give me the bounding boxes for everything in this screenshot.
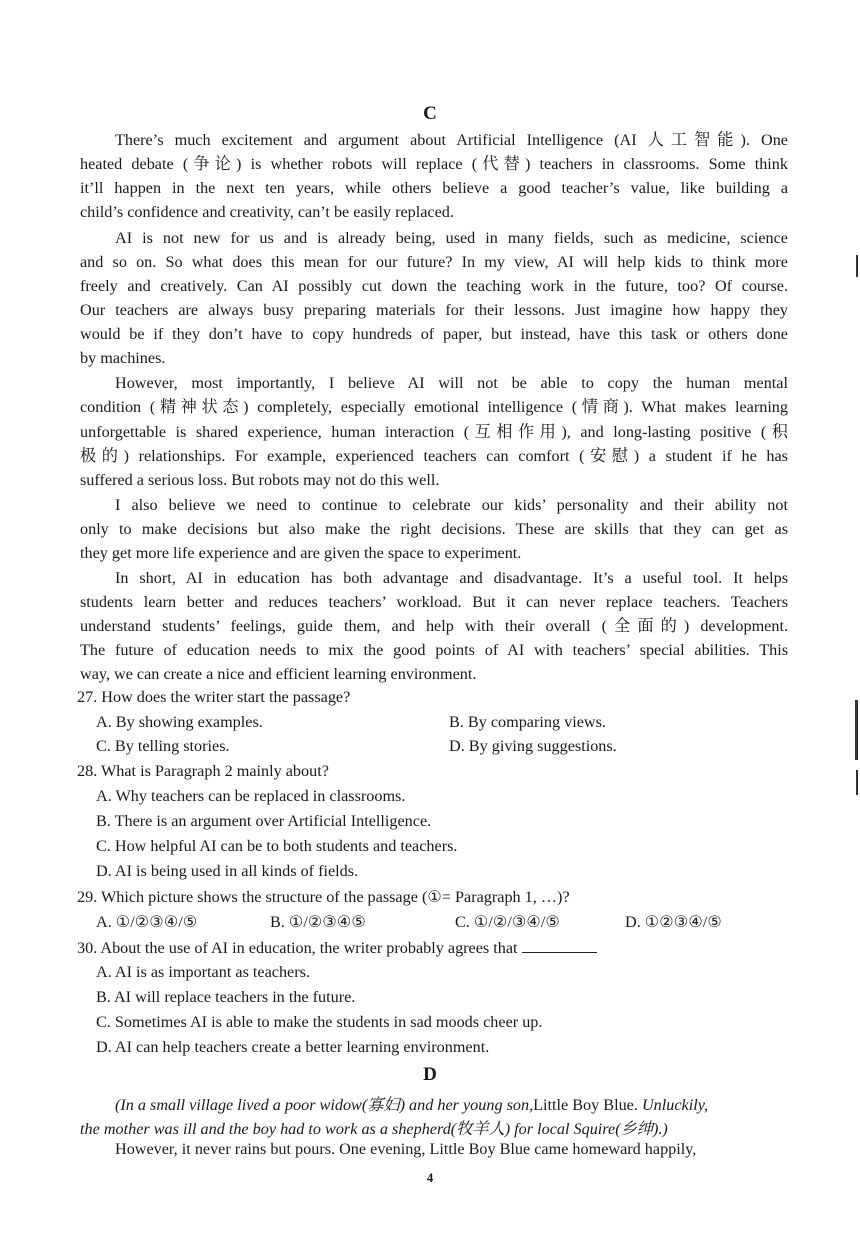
question-29-option-b[interactable]: B. ①/②③④⑤	[270, 913, 366, 931]
passage-d-line: the mother was ill and the boy had to work as a shepherd(牧羊人) for local Squire(乡绅).)	[80, 1120, 668, 1138]
passage-d-intro: (In a small village lived a poor widow(寡妇) and her young son,	[115, 1096, 534, 1114]
question-30-option-c[interactable]: C. Sometimes AI is able to make the students in sad moods cheer up.	[96, 1013, 543, 1031]
question-30-option-d[interactable]: D. AI can help teachers create a better learning environment.	[96, 1038, 490, 1056]
question-27-option-c[interactable]: C. By telling stories.	[96, 737, 230, 755]
passage-c-line: The future of education needs to mix the good points of AI with teachers’ special abilities. This	[80, 641, 788, 659]
passage-c-line: it’ll happen in the next ten years, while others believe a good teacher’s value, like building a	[80, 179, 788, 197]
scan-edge-mark	[856, 255, 858, 277]
question-29-option-d[interactable]: D. ①②③④/⑤	[625, 913, 722, 931]
passage-c-line: child’s confidence and creativity, can’t be easily replaced.	[80, 203, 454, 221]
section-d-title: D	[423, 1064, 437, 1085]
passage-c-line: condition (精神状态) completely, especially emotional intelligence (情商). What makes learning	[80, 398, 788, 416]
passage-c-line: 极的) relationships. For example, experienced teachers can comfort (安慰) a student if he has	[80, 447, 788, 465]
passage-d-character-name: Little Boy Blue.	[533, 1096, 638, 1114]
passage-c-line: and so on. So what does this mean for our future? In my view, AI will help kids to think more	[80, 253, 788, 271]
passage-c-line: freely and creatively. Can AI possibly cut down the teaching work in the future, too? Of course.	[80, 277, 788, 295]
question-28-option-d[interactable]: D. AI is being used in all kinds of fields.	[96, 862, 359, 880]
passage-c-line: unforgettable is shared experience, human interaction (互相作用), and long-lasting positive (积	[80, 423, 788, 441]
question-29-stem: 29. Which picture shows the structure of the passage (①= Paragraph 1, …)?	[77, 888, 570, 906]
passage-c-line: by machines.	[80, 349, 166, 367]
scan-edge-mark	[856, 770, 858, 795]
passage-d-line	[115, 1091, 708, 1115]
passage-c-line: I also believe we need to continue to celebrate our kids’ personality and their ability not	[115, 496, 788, 514]
scan-edge-mark	[855, 700, 858, 760]
passage-c-line: suffered a serious loss. But robots may not do this well.	[80, 471, 440, 489]
question-29-option-a[interactable]: A. ①/②③④/⑤	[96, 913, 198, 931]
passage-c-line: understand students’ feelings, guide them, and help with their overall (全面的) development.	[80, 617, 788, 635]
question-28-option-b[interactable]: B. There is an argument over Artificial Intelligence.	[96, 812, 432, 830]
question-27-option-a[interactable]: A. By showing examples.	[96, 713, 263, 731]
passage-c-line: students learn better and reduces teachers’ workload. But it can never replace teachers. Teachers	[80, 593, 788, 611]
question-28-option-c[interactable]: C. How helpful AI can be to both students and teachers.	[96, 837, 458, 855]
question-30-option-a[interactable]: A. AI is as important as teachers.	[96, 963, 310, 981]
question-30-row	[77, 938, 597, 958]
passage-c-line: only to make decisions but also make the right decisions. These are skills that they can get as	[80, 520, 788, 538]
passage-d-intro-tail: Unluckily,	[637, 1096, 709, 1114]
question-29-option-c[interactable]: C. ①/②/③④/⑤	[455, 913, 560, 931]
passage-c-line: However, most importantly, I believe AI will not be able to copy the human mental	[115, 374, 788, 392]
question-28-stem: 28. What is Paragraph 2 mainly about?	[77, 762, 329, 780]
page-number: 4	[426, 1170, 434, 1185]
passage-c-line: way, we can create a nice and efficient learning environment.	[80, 665, 477, 683]
passage-c-line: they get more life experience and are given the space to experiment.	[80, 544, 522, 562]
passage-c-line: would be if they don’t have to copy hundreds of paper, but instead, have this task or others done	[80, 325, 788, 343]
passage-c-line: AI is not new for us and is already being, used in many fields, such as medicine, science	[115, 229, 788, 247]
question-30-stem: 30. About the use of AI in education, the writer probably agrees that	[77, 939, 518, 957]
section-c-title: C	[423, 103, 437, 124]
passage-c-line: There’s much excitement and argument about Artificial Intelligence (AI 人工智能). One	[115, 131, 788, 149]
answer-blank[interactable]	[522, 938, 597, 953]
question-28-option-a[interactable]: A. Why teachers can be replaced in classrooms.	[96, 787, 406, 805]
passage-c-line: In short, AI in education has both advantage and disadvantage. It’s a useful tool. It helps	[115, 569, 788, 587]
question-30-option-b[interactable]: B. AI will replace teachers in the future.	[96, 988, 356, 1006]
question-27-option-b[interactable]: B. By comparing views.	[449, 713, 606, 731]
question-27-stem: 27. How does the writer start the passage?	[77, 688, 351, 706]
passage-c-line: Our teachers are always busy preparing materials for their lessons. Just imagine how happy they	[80, 301, 788, 319]
question-27-option-d[interactable]: D. By giving suggestions.	[449, 737, 617, 755]
passage-c-line: heated debate (争论) is whether robots will replace (代替) teachers in classrooms. Some think	[80, 155, 788, 173]
passage-d-line: However, it never rains but pours. One evening, Little Boy Blue came homeward happily,	[115, 1140, 697, 1158]
